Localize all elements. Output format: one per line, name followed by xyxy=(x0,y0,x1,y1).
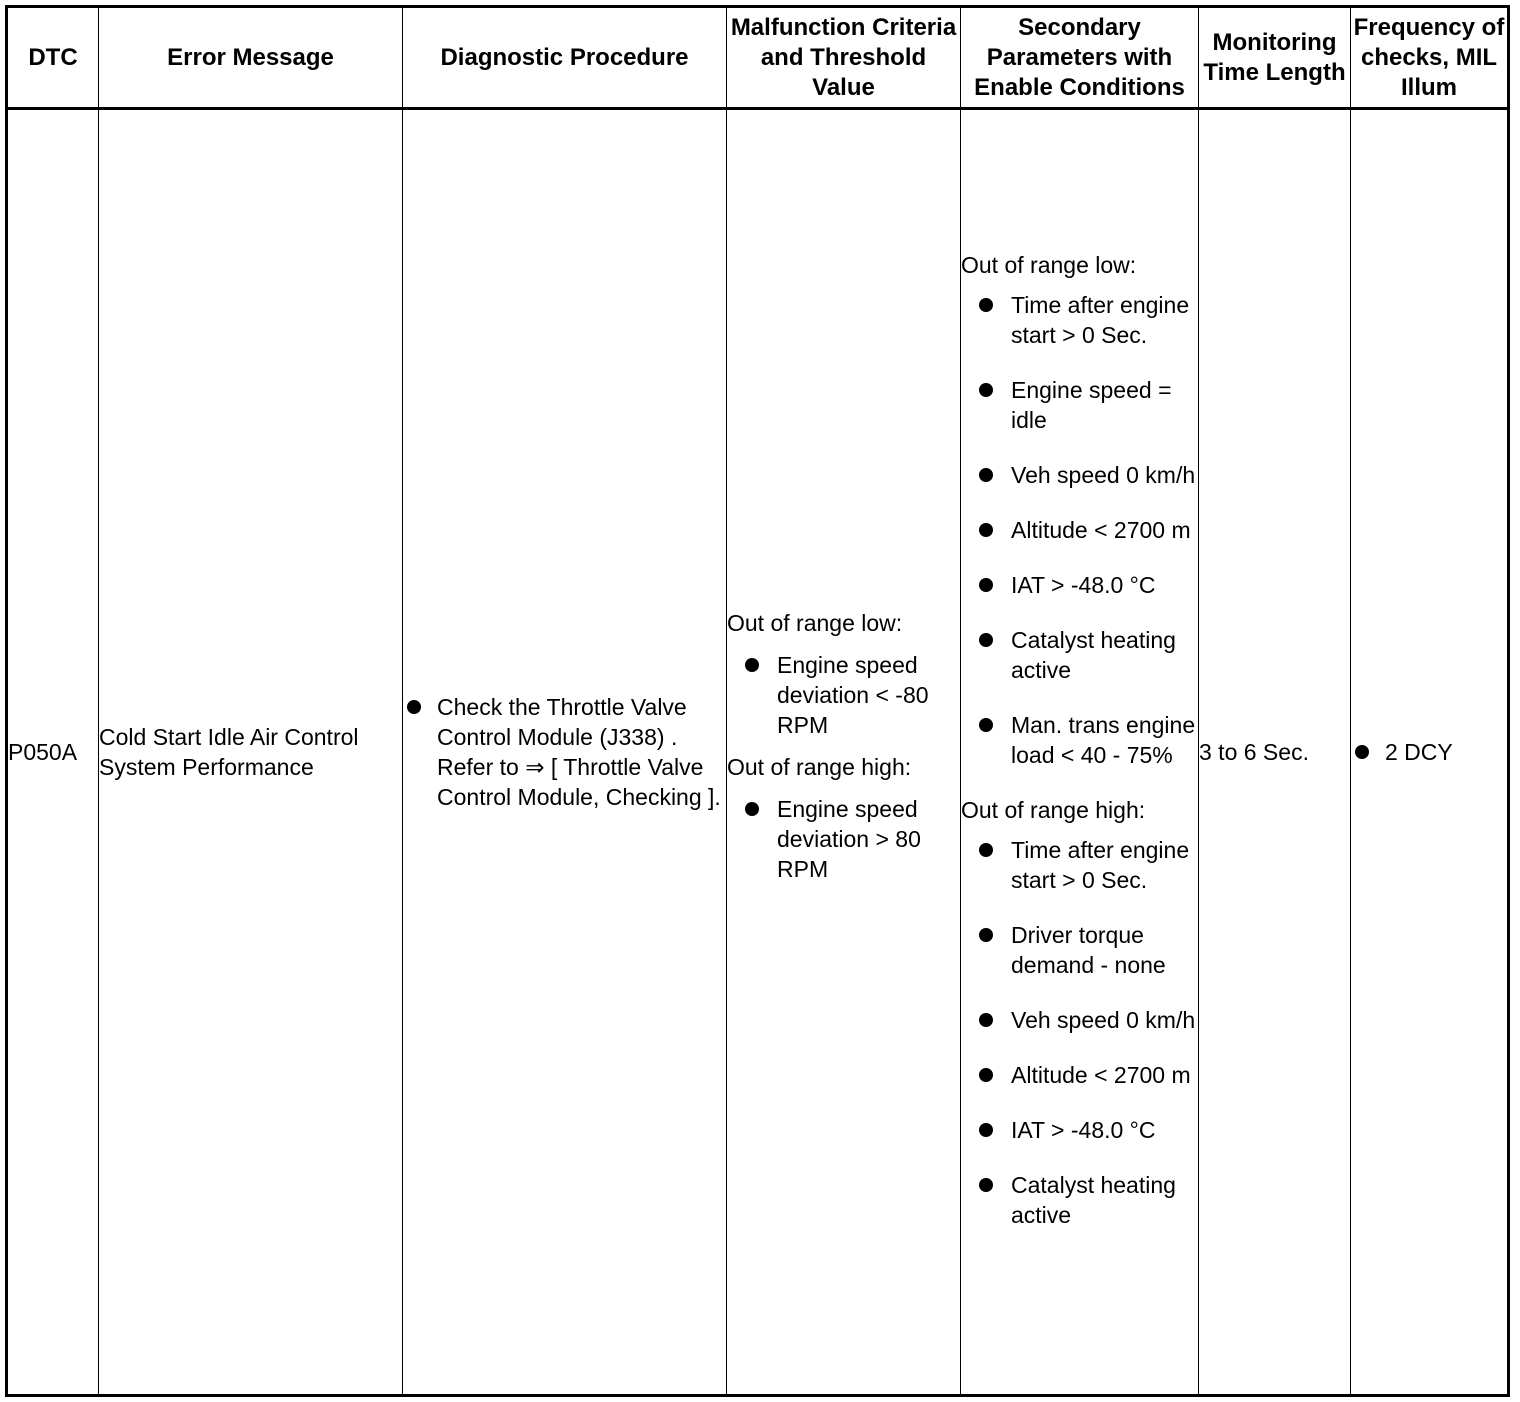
secondary-high-list xyxy=(961,835,1198,1230)
secondary-low-item: Time after engine start > 0 Sec. xyxy=(961,290,1198,350)
frequency xyxy=(1351,109,1509,1396)
header-diagnostic-procedure: Diagnostic Procedure xyxy=(403,7,727,109)
criteria-low-item: Engine speed deviation < -80 RPM xyxy=(727,650,960,740)
secondary-low-item: Man. trans engine load < 40 - 75% xyxy=(961,710,1198,770)
secondary-parameters xyxy=(961,109,1199,1396)
secondary-high-item: Altitude < 2700 m xyxy=(961,1060,1198,1090)
error-message: Cold Start Idle Air Control System Performance xyxy=(99,109,403,1396)
secondary-high-item: IAT > -48.0 °C xyxy=(961,1115,1198,1145)
header-row xyxy=(7,7,1509,109)
secondary-low-item: IAT > -48.0 °C xyxy=(961,570,1198,600)
monitoring-time: 3 to 6 Sec. xyxy=(1199,109,1351,1396)
header-malfunction-criteria: Malfunction Criteria and Threshold Value xyxy=(727,7,961,109)
secondary-low-heading: Out of range low: xyxy=(961,251,1137,278)
secondary-low-item: Engine speed = idle xyxy=(961,375,1198,435)
header-secondary-parameters: Secondary Parameters with Enable Conditions xyxy=(961,7,1199,109)
secondary-high-heading: Out of range high: xyxy=(961,796,1146,823)
criteria-low-list xyxy=(727,650,960,740)
secondary-low-item: Altitude < 2700 m xyxy=(961,515,1198,545)
frequency-list xyxy=(1351,737,1507,767)
table-row xyxy=(7,109,1509,1396)
criteria-low-heading: Out of range low: xyxy=(727,610,903,636)
header-dtc: DTC xyxy=(7,7,99,109)
procedure-list xyxy=(403,692,726,812)
dtc-code: P050A xyxy=(7,109,99,1396)
secondary-low-item: Veh speed 0 km/h xyxy=(961,460,1198,490)
frequency-item: 2 DCY xyxy=(1351,737,1507,767)
malfunction-criteria xyxy=(727,109,961,1396)
secondary-high-item: Catalyst heating active xyxy=(961,1170,1198,1230)
secondary-high-item: Driver torque demand - none xyxy=(961,920,1198,980)
secondary-high-item: Time after engine start > 0 Sec. xyxy=(961,835,1198,895)
secondary-low-list xyxy=(961,290,1198,770)
diagnostic-procedure xyxy=(403,109,727,1396)
criteria-high-list xyxy=(727,794,960,884)
dtc-table xyxy=(5,5,1510,1397)
procedure-item: Check the Throttle Valve Control Module (J338) . Refer to ⇒ [ Throttle Valve Control Module, Checking ]. xyxy=(403,692,726,812)
secondary-low-item: Catalyst heating active xyxy=(961,625,1198,685)
criteria-high-heading: Out of range high: xyxy=(727,754,912,780)
header-monitoring-time: Monitoring Time Length xyxy=(1199,7,1351,109)
criteria-high-item: Engine speed deviation > 80 RPM xyxy=(727,794,960,884)
header-frequency: Frequency of checks, MIL Illum xyxy=(1351,7,1509,109)
header-error-message: Error Message xyxy=(99,7,403,109)
secondary-high-item: Veh speed 0 km/h xyxy=(961,1005,1198,1035)
